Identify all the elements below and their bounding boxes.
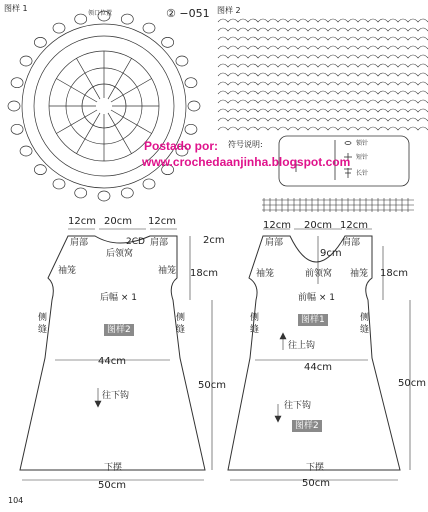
motif-shell: [121, 188, 133, 198]
motif-shell: [188, 101, 200, 111]
legend-title: 符号说明:: [228, 140, 263, 149]
back-direction: 往下钩: [102, 391, 130, 401]
back-hem-label: 下摆: [104, 463, 123, 473]
front-neck-label: 前领窝: [305, 269, 333, 279]
front-shoulder-right-width: 12cm: [340, 220, 368, 231]
front-neck-width: 20cm: [304, 220, 332, 231]
circular-motif: [8, 11, 200, 201]
motif-spoke: [77, 58, 101, 99]
front-armhole-left: 袖笼: [256, 269, 275, 279]
mesh-row: [218, 127, 428, 130]
motif-shell: [185, 78, 197, 88]
back-side-left: 侧缝: [38, 313, 48, 335]
motif-spoke: [111, 79, 152, 103]
motif-spoke: [111, 110, 152, 134]
motif-shell: [98, 191, 110, 201]
back-armhole-depth: 18cm: [190, 268, 218, 279]
front-armhole-depth: 18cm: [380, 268, 408, 279]
back-neck-depth: 2CD: [126, 237, 145, 247]
motif-shell: [176, 56, 188, 66]
mesh-row: [218, 109, 428, 112]
front-shoulder-left-width: 12cm: [263, 220, 291, 231]
front-hem-width: 50cm: [302, 478, 330, 489]
legend-item-single: 短针: [356, 154, 369, 161]
motif-shell: [34, 165, 46, 175]
mesh-row: [218, 73, 428, 76]
front-piece-name: 前幅 × 1: [298, 293, 335, 303]
front-chest-width: 44cm: [304, 362, 332, 373]
back-neck-label: 后领窝: [106, 249, 134, 259]
front-shoulder-left: 肩部: [265, 238, 284, 248]
motif-shell: [8, 101, 20, 111]
front-shoulder-right: 肩部: [342, 238, 361, 248]
mesh-row: [218, 118, 428, 121]
back-shoulder-left: 肩部: [70, 238, 89, 248]
back-armhole-right: 袖笼: [158, 266, 177, 276]
mesh-row: [218, 82, 428, 85]
front-direction-up: 往上钩: [288, 341, 316, 351]
mesh-row: [218, 91, 428, 94]
motif-shell: [53, 179, 65, 189]
page-number: 104: [8, 496, 24, 505]
back-shoulder-right-width: 12cm: [148, 216, 176, 227]
front-neck-depth: 9cm: [320, 248, 342, 259]
mesh-row: [218, 100, 428, 103]
legend-item-chain: 锁针: [356, 140, 369, 147]
motif-shell: [11, 124, 23, 134]
blog-url-overlay: www.crochedaanjinha.blogspot.com: [142, 155, 351, 169]
back-chest-width: 44cm: [98, 356, 126, 367]
back-hem-width: 50cm: [98, 480, 126, 491]
motif-shell: [75, 188, 87, 198]
motif-shell: [75, 14, 87, 24]
motif-spoke: [108, 58, 132, 99]
back-neck-width: 20cm: [104, 216, 132, 227]
back-dimensions: [22, 229, 212, 480]
front-side-right: 侧缝: [360, 313, 370, 335]
front-armhole-right: 袖笼: [350, 269, 369, 279]
back-shoulder-left-width: 12cm: [68, 216, 96, 227]
fig1-label: 图样 1: [4, 4, 28, 13]
motif-spoke: [56, 110, 97, 134]
posted-by-overlay: Postado por:: [144, 139, 218, 153]
motif-shell: [162, 37, 174, 47]
motif-shell: [20, 56, 32, 66]
front-pattern1-badge: 图样1: [298, 314, 328, 326]
fig2-label: 图样 2: [217, 6, 241, 15]
motif-shell: [143, 179, 155, 189]
mesh-row: [218, 19, 428, 22]
pattern-code: ② −051: [166, 7, 210, 20]
mesh-row: [218, 28, 428, 31]
back-piece-name: 后幅 × 1: [100, 293, 137, 303]
motif-shell: [121, 14, 133, 24]
back-armhole-left: 袖笼: [58, 266, 77, 276]
back-pattern-badge: 图样2: [104, 324, 134, 336]
mesh-row: [218, 55, 428, 58]
motif-shell: [20, 146, 32, 156]
back-side-right: 侧缝: [176, 313, 186, 335]
back-shoulder-right: 肩部: [150, 238, 169, 248]
back-piece-outline: [20, 236, 205, 470]
mesh-row: [218, 64, 428, 67]
back-drop: 2cm: [203, 235, 225, 246]
mesh-row: [218, 37, 428, 40]
motif-shell: [185, 124, 197, 134]
neck-position-label: 领口位置: [88, 10, 113, 17]
mesh-row: [218, 46, 428, 49]
mesh-pattern: [218, 19, 428, 130]
stitch-strip: [262, 198, 414, 212]
front-side-left: 侧缝: [250, 313, 260, 335]
front-direction-down: 往下钩: [284, 401, 312, 411]
front-length: 50cm: [398, 378, 426, 389]
front-dimensions: [230, 229, 410, 480]
motif-shell: [34, 37, 46, 47]
back-length: 50cm: [198, 380, 226, 391]
legend-item-double: 长针: [356, 170, 369, 177]
motif-spoke: [108, 113, 132, 154]
motif-shell: [11, 78, 23, 88]
front-pattern2-badge: 图样2: [292, 420, 322, 432]
motif-shell: [53, 23, 65, 33]
front-hem-label: 下摆: [306, 463, 325, 473]
motif-spoke: [77, 113, 101, 154]
motif-shell: [143, 23, 155, 33]
motif-spoke: [56, 79, 97, 103]
